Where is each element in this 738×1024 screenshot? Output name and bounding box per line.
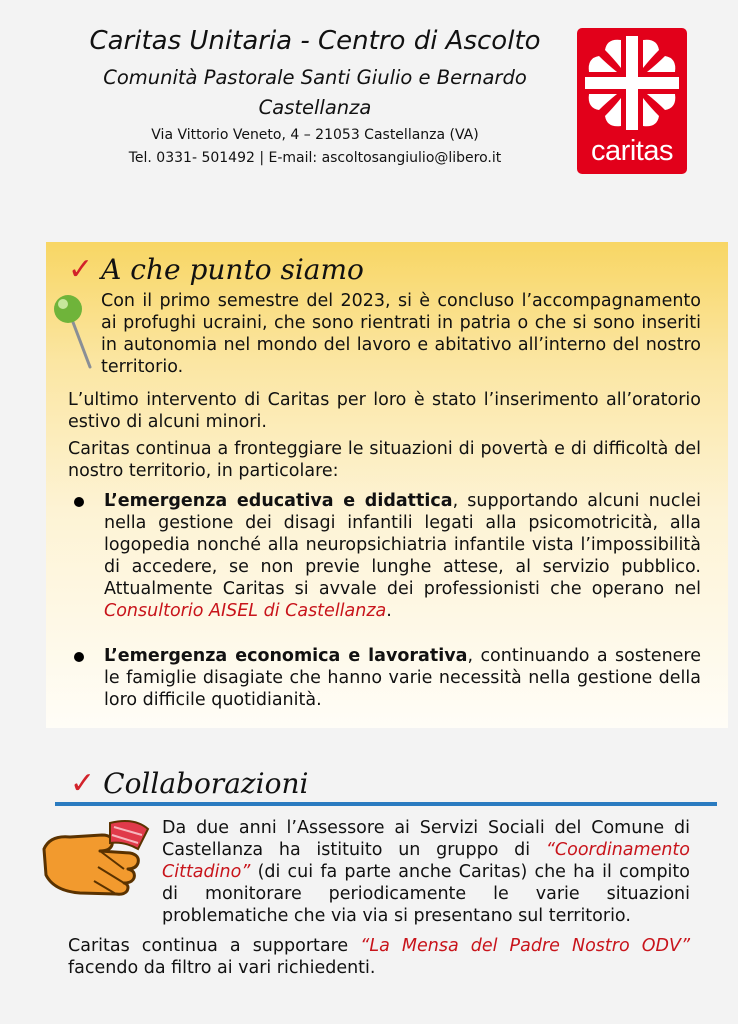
bullet-item bbox=[104, 645, 701, 711]
section-heading-status bbox=[68, 252, 364, 287]
coordinamento-link[interactable]: “Coordinamento Cittadino” bbox=[162, 840, 690, 882]
bullet-text: , continuando a sostenere le famiglie disagiate che hanno varie necessità nella gestione della loro difficile quotidianità. bbox=[104, 646, 702, 710]
caritas-logo-word: caritas bbox=[591, 135, 673, 167]
paragraph-text: Caritas continua a supportare bbox=[68, 936, 361, 956]
paragraph bbox=[162, 817, 690, 927]
bullet-icon bbox=[74, 497, 84, 507]
bullet-heading: L’emergenza educativa e didattica bbox=[104, 491, 453, 511]
organization-title: Caritas Unitaria - Centro di Ascolto bbox=[89, 26, 541, 56]
paragraph: Caritas continua a fronteggiare le situazioni di povertà e di difficoltà del nostro territorio, in particolare: bbox=[68, 439, 701, 481]
paragraph bbox=[68, 935, 690, 979]
consultorio-link[interactable]: Consultorio AISEL di Castellanza bbox=[104, 601, 387, 621]
address-line: Via Vittorio Veneto, 4 – 21053 Castellanza (VA) bbox=[151, 127, 479, 143]
paragraph: Con il primo semestre del 2023, si è concluso l’accompagnamento ai profughi ucraini, che sono rientrati in patria o che si sono inseriti in autonomia nel mondo del lavoro e abitativo all’interno del nostro territorio. bbox=[101, 291, 701, 377]
bullet-item bbox=[104, 490, 701, 622]
caritas-cross-icon bbox=[577, 28, 687, 138]
contact-line: Tel. 0331- 501492 | E-mail: ascoltosangiulio@libero.it bbox=[128, 150, 502, 166]
checkmark-icon: ✓ bbox=[70, 766, 96, 801]
section-heading-collaborations bbox=[70, 766, 308, 801]
bullet-end: . bbox=[386, 601, 392, 621]
bullet-text: , supportando alcuni nuclei nella gestione dei disagi infantili legati alla psicomotricità, alla logopedia nonché alla neuropsichiatria infantile vista l’impossibilità di accedere, se non previe lunghe attese, al servizio pubblico. Attualmente Caritas si avvale dei professionisti che operano nel bbox=[104, 491, 701, 599]
handshake-icon bbox=[40, 815, 152, 897]
section-divider bbox=[55, 802, 717, 806]
caritas-logo bbox=[577, 28, 687, 174]
organization-town: Castellanza bbox=[258, 96, 372, 119]
section-title: A che punto siamo bbox=[101, 253, 364, 286]
section-title: Collaborazioni bbox=[103, 767, 309, 800]
paragraph-text: facendo da filtro ai vari richiedenti. bbox=[68, 958, 376, 978]
paragraph: L’ultimo intervento di Caritas per loro è stato l’inserimento all’oratorio estivo di alcuni minori. bbox=[68, 390, 701, 432]
checkmark-icon: ✓ bbox=[68, 252, 94, 287]
bullet-icon bbox=[74, 652, 84, 662]
bullet-heading: L’emergenza economica e lavorativa bbox=[104, 646, 468, 666]
organization-subtitle: Comunità Pastorale Santi Giulio e Bernardo bbox=[103, 66, 527, 89]
mensa-link[interactable]: “La Mensa del Padre Nostro ODV” bbox=[360, 936, 691, 956]
paragraph-text: (di cui fa parte anche Caritas) che ha il compito di monitorare periodicamente le varie situazioni problematiche che via via si presentano sul territorio. bbox=[162, 862, 690, 926]
pushpin-icon bbox=[52, 293, 98, 373]
paragraph-text: Da due anni l’Assessore ai Servizi Sociali del Comune di Castellanza ha istituito un gruppo di bbox=[162, 818, 690, 860]
